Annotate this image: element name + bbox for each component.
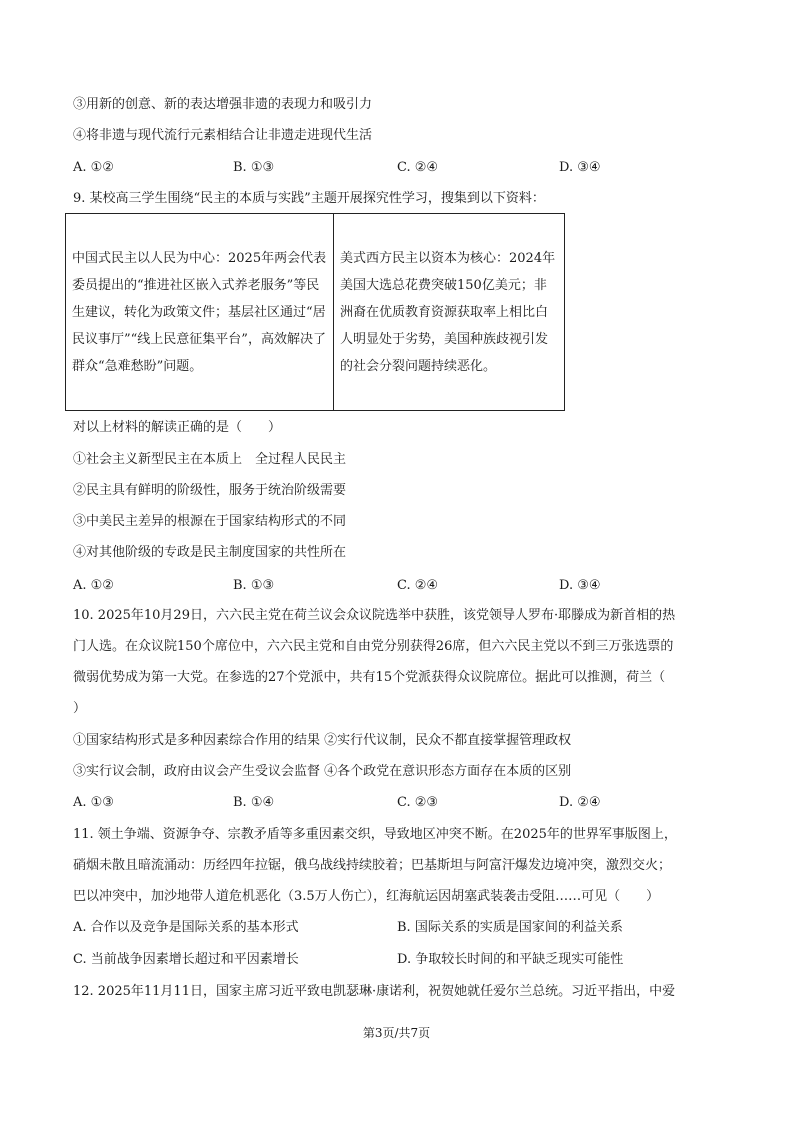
option-a: A. ①③: [73, 795, 114, 810]
option-d: D. ③④: [559, 578, 601, 593]
option-c: C. ②③: [397, 795, 439, 810]
option-a: A. 合作以及竞争是国际关系的基本形式: [73, 920, 299, 935]
option-b: B. ①④: [233, 795, 275, 810]
q9-options: [0, 576, 793, 596]
option-d: D. ③④: [559, 160, 601, 175]
question-item: ①社会主义新型民主在本质上 全过程人民民主: [73, 452, 347, 467]
question-9-prompt: 对以上材料的解读正确的是（ ）: [73, 420, 282, 435]
option-a: A. ①②: [73, 578, 114, 593]
q8-options: [0, 158, 793, 178]
option-b: B. 国际关系的实质是国家间的利益关系: [397, 920, 623, 935]
option-c: C. ②④: [397, 160, 439, 175]
question-item: ③用新的创意、新的表达增强非遗的表现力和吸引力: [73, 97, 373, 112]
question-11-stem-line: 11. 领土争端、资源争夺、宗教矛盾等多重因素交织，导致地区冲突不断。在2025年的世界军事版图上，: [73, 827, 677, 842]
option-c: C. 当前战争因素增长超过和平因素增长: [73, 952, 299, 967]
option-b: B. ①③: [233, 578, 275, 593]
question-item: ④将非遗与现代流行元素相结合让非遗走进现代生活: [73, 128, 373, 143]
material-left: 中国式民主以人民为中心：2025年两会代表委员提出的“推进社区嵌入式养老服务”等民生建议，转化为政策文件；基层社区通过“居民议事厅”“线上民意征集平台”，高效解决了群众“急难愁盼”问题。: [66, 214, 334, 411]
q10-options: [0, 793, 793, 813]
material-right: 美式西方民主以资本为核心：2024年美国大选总花费突破150亿美元；非洲裔在优质教育资源获取率上相比白人明显处于劣势，美国种族歧视引发的社会分裂问题持续恶化。: [334, 214, 565, 411]
question-10-stem-line: ）: [73, 701, 87, 716]
question-12-stem-line: 12. 2025年11月11日，国家主席习近平致电凯瑟琳·康诺利，祝贺她就任爱尔兰总统。习近平指出，中爱: [73, 984, 676, 999]
question-10-stem-line: 微弱优势成为第一大党。在参选的27个党派中，共有15个党派获得众议院席位。据此可以推测，荷兰（: [73, 670, 666, 685]
question-item: ③实行议会制，政府由议会产生受议会监督 ④各个政党在意识形态方面存在本质的区别: [73, 764, 572, 779]
page-number: 第3页/共7页: [362, 1026, 431, 1040]
option-d: D. 争取较长时间的和平缺乏现实可能性: [397, 952, 624, 967]
q11-options-row1: [0, 918, 793, 938]
question-item: ③中美民主差异的根源在于国家结构形式的不同: [73, 514, 347, 529]
option-b: B. ①③: [233, 160, 275, 175]
question-item: ④对其他阶级的专政是民主制度国家的共性所在: [73, 545, 347, 560]
question-item: ②民主具有鲜明的阶级性，服务于统治阶级需要: [73, 483, 347, 498]
question-item: ①国家结构形式是多种因素综合作用的结果 ②实行代议制，民众不都直接掌握管理政权: [73, 733, 572, 748]
question-10-stem-line: 10. 2025年10月29日，六六民主党在荷兰议会众议院选举中获胜，该党领导人罗布·耶滕成为新首相的热: [73, 608, 676, 623]
option-c: C. ②④: [397, 578, 439, 593]
question-9-stem: 9. 某校高三学生围绕“民主的本质与实践”主题开展探究性学习，搜集到以下资料：: [73, 191, 545, 206]
question-11-stem-line: 巴以冲突中，加沙地带人道危机恶化（3.5万人伤亡），红海航运因胡塞武装袭击受阻……可见（ ）: [73, 889, 660, 904]
material-table: [65, 213, 565, 411]
option-a: A. ①②: [73, 160, 114, 175]
option-d: D. ②④: [559, 795, 601, 810]
question-10-stem-line: 门人选。在众议院150个席位中，六六民主党和自由党分别获得26席，但六六民主党以不到三万张选票的: [73, 639, 674, 654]
q11-options-row2: [0, 950, 793, 970]
question-11-stem-line: 硝烟未散且暗流涌动：历经四年拉锯，俄乌战线持续胶着；巴基斯坦与阿富汗爆发边境冲突，激烈交火；: [73, 858, 672, 873]
